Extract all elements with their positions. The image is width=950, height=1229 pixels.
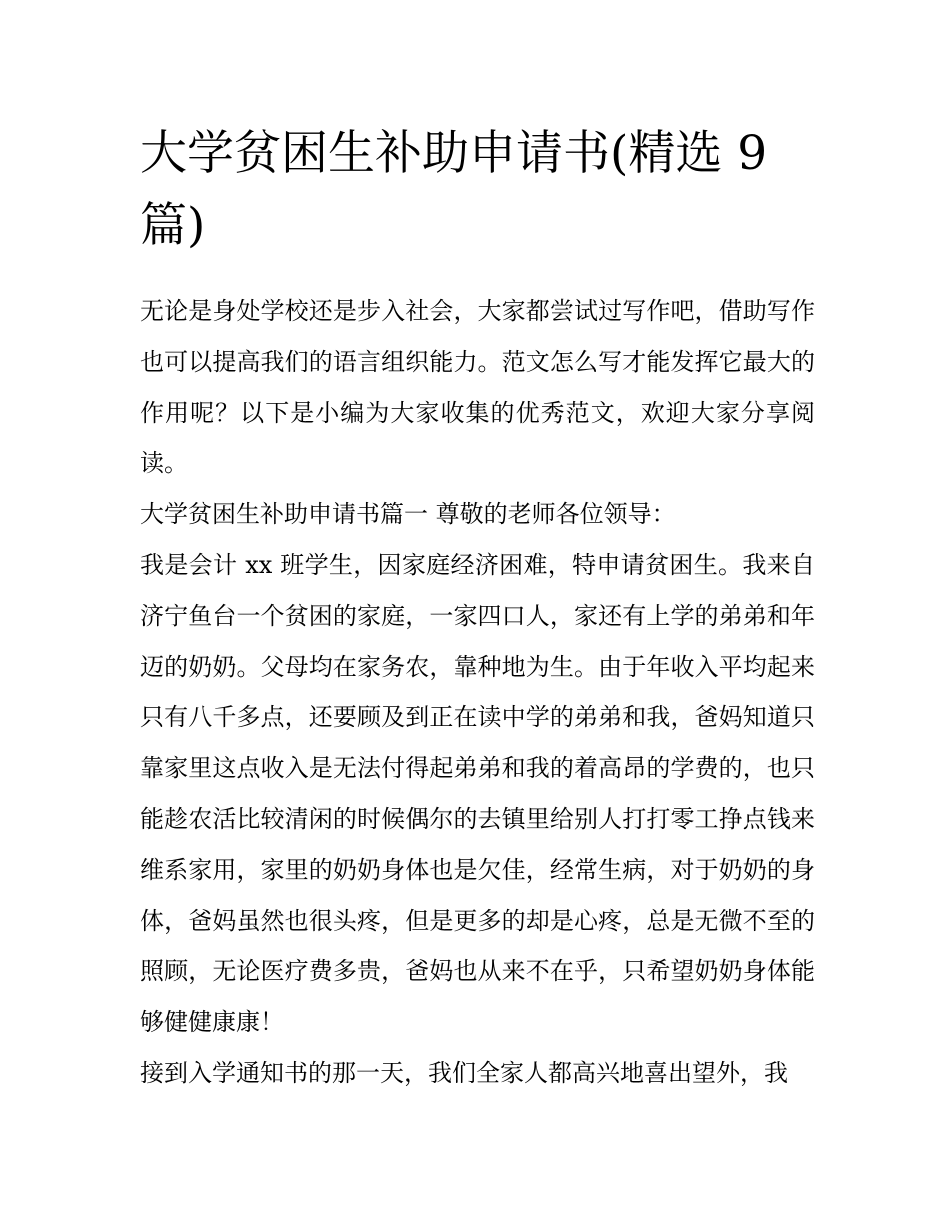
document-title: 大学贫困生补助申请书(精选 9 篇) — [140, 126, 768, 253]
intro-paragraph: 无论是身处学校还是步入社会，大家都尝试过写作吧，借助写作也可以提高我们的语言组织能力。范文怎么写才能发挥它最大的作用呢？以下是小编为大家收集的优秀范文，欢迎大家分享阅读。 — [140, 297, 815, 478]
body-paragraph: 我是会计 xx 班学生，因家庭经济困难，特申请贫困生。我来自济宁鱼台一个贫困的家庭，一家四口人，家还有上学的弟弟和年迈的奶奶。父母均在家务农，靠种地为生。由于年收入平均起来只有八千多点，还要顾及到正在读中学的弟弟和我，爸妈知道只靠家里这点收入是无法付得起弟弟和我的着高昂的学费的，也只能趁农活比较清闲的时候偶尔的去镇里给别人打打零工挣点钱来维系家用，家里的奶奶身体也是欠佳，经常生病，对于奶奶的身体，爸妈虽然也很头疼，但是更多的却是心疼，总是无微不至的照顾，无论医疗费多贵，爸妈也从来不在乎，只希望奶奶身体能够健健康康！ — [140, 550, 815, 1037]
section-heading-paragraph: 大学贫困生补助申请书篇一 尊敬的老师各位领导： — [140, 500, 676, 529]
body-paragraph: 接到入学通知书的那一天，我们全家人都高兴地喜出望外，我 — [140, 1058, 788, 1087]
document-body — [140, 286, 815, 1099]
